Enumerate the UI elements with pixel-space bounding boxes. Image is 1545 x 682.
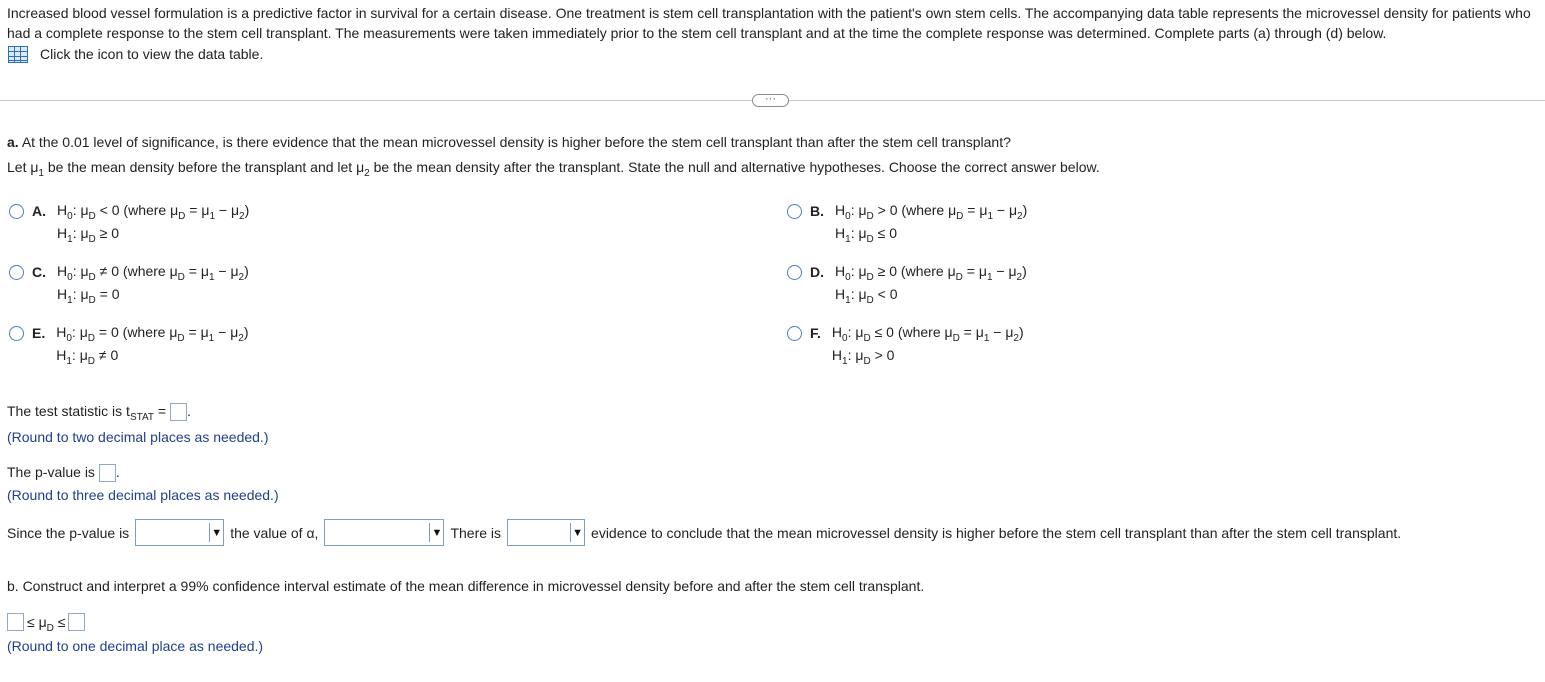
test-statistic-row: The test statistic is $t_{STAT}$ = . (7, 403, 191, 423)
round-one-note: (Round to one decimal place as needed.) (7, 638, 264, 654)
decision-dropdown[interactable] (324, 519, 444, 546)
round-three-note: (Round to three decimal places as needed.) (7, 487, 279, 503)
round-two-note: (Round to two decimal places as needed.) (7, 429, 269, 445)
p-value-row: The p-value is . (7, 464, 120, 482)
option-b-letter: B. (810, 203, 824, 219)
option-f-radio[interactable] (787, 326, 802, 341)
confidence-interval-row: ≤ $\mu_D$ ≤ (7, 613, 85, 631)
option-d[interactable] (787, 263, 1027, 306)
data-table-link-text: Click the icon to view the data table. (40, 46, 264, 62)
problem-intro: Increased blood vessel formulation is a predictive factor in survival for a certain disease. One treatment is stem cell transplantation with the patient's own stem cells. The accompanying data table represents the microvessel density for patients who had a complete response to the stem cell transplant. The measurements were taken immediately prior to the stem cell transplant and at the time the complete response was determined. Complete parts (a) through (d) below. (7, 5, 1531, 41)
option-e-hypotheses: $H_0$: $\mu_D = 0$ (where $\mu_D = \mu_1 - \mu_2$) $H_1$: $\mu_D \ne 0$ (56, 324, 249, 367)
option-e-letter: E. (32, 325, 46, 341)
part-a-question: a. At the 0.01 level of significance, is there evidence that the mean microvessel density is higher before the stem cell transplant than after the stem cell transplant? (7, 134, 1011, 150)
part-a-instruction: Let $\mu_1$ be the mean density before the transplant and let $\mu_2$ be the mean density after the transplant. State the null and alternative hypotheses. Choose the correct answer below. (7, 159, 1100, 179)
dropdown-arrow-icon: ▼ (209, 523, 223, 542)
option-e[interactable] (9, 324, 249, 367)
conclusion-row (7, 519, 1401, 546)
dropdown-arrow-icon: ▼ (429, 523, 443, 542)
option-a-radio[interactable] (9, 204, 24, 219)
option-d-radio[interactable] (787, 265, 802, 280)
option-f-hypotheses: $H_0$: $\mu_D \le 0$ (where $\mu_D = \mu_1 - \mu_2$) $H_1$: $\mu_D > 0$ (831, 324, 1024, 367)
option-f[interactable] (787, 324, 1024, 367)
option-a-hypotheses: $H_0$: $\mu_D < 0$ (where $\mu_D = \mu_1 - \mu_2$) $H_1$: $\mu_D \ge 0$ (57, 202, 250, 245)
since-label: Since the p-value is (7, 524, 130, 541)
option-c[interactable] (9, 263, 249, 306)
expand-more-button[interactable]: ··· (752, 94, 789, 107)
ci-lower-input[interactable] (7, 613, 24, 631)
option-b[interactable] (787, 202, 1027, 245)
part-b-question: b. Construct and interpret a 99% confidence interval estimate of the mean difference in microvessel density before and after the stem cell transplant. (7, 578, 925, 594)
data-table-link[interactable] (8, 44, 263, 64)
option-c-hypotheses: $H_0$: $\mu_D \ne 0$ (where $\mu_D = \mu_1 - \mu_2$) $H_1$: $\mu_D = 0$ (57, 263, 249, 306)
data-table-icon[interactable] (8, 46, 28, 63)
option-a-letter: A. (32, 203, 46, 219)
option-f-letter: F. (810, 325, 821, 341)
evidence-dropdown[interactable] (507, 519, 585, 546)
option-a[interactable] (9, 202, 249, 245)
ci-upper-input[interactable] (68, 613, 85, 631)
option-c-letter: C. (32, 264, 46, 280)
option-e-radio[interactable] (9, 326, 24, 341)
alpha-label: the value of α, (230, 524, 319, 541)
dropdown-arrow-icon: ▼ (570, 523, 584, 542)
option-d-hypotheses: $H_0$: $\mu_D \ge 0$ (where $\mu_D = \mu_1 - \mu_2$) $H_1$: $\mu_D < 0$ (835, 263, 1027, 306)
there-is-label: There is (450, 524, 502, 541)
evidence-label: evidence to conclude that the mean microvessel density is higher before the stem cell transplant than after the stem cell transplant. (591, 524, 1402, 541)
option-c-radio[interactable] (9, 265, 24, 280)
option-b-radio[interactable] (787, 204, 802, 219)
test-statistic-input[interactable] (170, 403, 187, 421)
option-d-letter: D. (810, 264, 824, 280)
comparison-dropdown[interactable] (135, 519, 224, 546)
p-value-input[interactable] (99, 464, 116, 482)
option-b-hypotheses: $H_0$: $\mu_D > 0$ (where $\mu_D = \mu_1 - \mu_2$) $H_1$: $\mu_D \le 0$ (835, 202, 1028, 245)
